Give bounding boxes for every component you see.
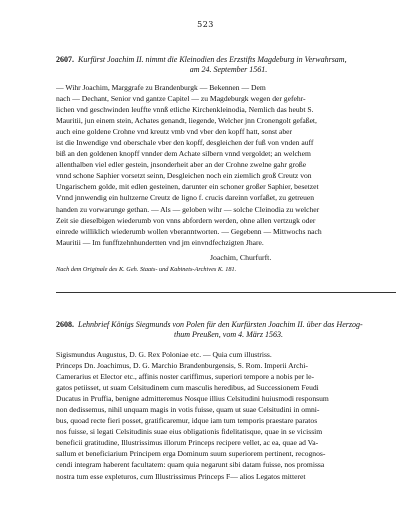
document-2608-number: 2608.	[56, 320, 74, 329]
body-line: beneficii gratitudine, Illustrissimus illorum Princeps recipere vellet, ac ea, quae ad Va-	[56, 438, 319, 448]
body-line: einrede williklich wiederumb wollen vberanntworten. — Gegebenn — Mittwochs nach	[56, 226, 322, 236]
document-2608-heading-line1: Lehnbrief Königs Siegmunds von Polen für den Kurfürsten Joachim II. über das Herzog-	[78, 320, 363, 329]
body-line: Ducatus in Pruffia, benigne admitteremus Nosque illius Celsitudini huiusmodi responsum	[56, 394, 329, 404]
body-line: handen zu vorwarunge gethan. — Als — geloben wihr — solche Cleinodia zu welcher	[56, 204, 320, 214]
body-line: nos fuisse, si legati Celsitudinis suae eius obligationis fidelitatisque, quae in se vicissim	[56, 427, 323, 437]
body-line: non dedissemus, nihil unquam magis in votis fuisse, quam ut suae Celsitudini in omni-	[56, 405, 320, 415]
body-line: sallum et beneficiarium Principem erga Dominum suum superiorem pertinent, recognos-	[56, 449, 326, 459]
document-2607-heading	[56, 55, 401, 74]
body-line: biß an den goldenen knopff vnnder dem Achate silbern vnnd vergoldet; an welchem	[56, 149, 311, 159]
body-line: lichen vnd geschwinden leuffte vnnß etliche Kirchenkleinodia, Nemlich das heubt S.	[56, 105, 314, 115]
section-divider	[56, 292, 396, 293]
body-line: Princeps Dn. Joachimus, D. G. Marchio Brandenburgensis, S. Rom. Imperii Archi-	[56, 361, 308, 371]
body-line: nostra tum esse expleturos, cum Illustrissimus Princeps F— alios Legatos mitteret	[56, 471, 306, 481]
document-2608-body	[56, 349, 396, 482]
source-note: Nach dem Originale des K. Geh. Staats- und Kabinets-Archives K. 181.	[56, 266, 237, 273]
body-line: Mauritii, jun einem stein, Achates genandt, liegende, Welcher jnn Cronengolt gefaßet,	[56, 116, 317, 126]
body-line: Vnnd jnnwendig ein hultzerne Creutz de ligno f. crucis dareinn vorfaßet, zu getreuen	[56, 193, 315, 203]
body-line: bus, quoad recte fieri posset, gratificaremur, idque iam tum temporis praestare paratos	[56, 416, 318, 426]
body-line: ist die Inwendige vnd oberschale vber den kopff, desgleichen der fuß von vnden auff	[56, 138, 314, 148]
document-2607-body	[56, 82, 396, 248]
document-2607-heading-line2: am 24. September 1561.	[189, 64, 268, 74]
body-line: — Wihr Joachim, Marggrafe zu Brandenburgk — Bekennen — Dem	[56, 83, 266, 92]
body-line: Zeit sie dieselbigen wiederumb von vnns abfordern werden, ohne allen vertzugk oder	[56, 215, 316, 225]
signature: Joachim, Churfurft.	[210, 253, 272, 262]
document-2608-heading	[56, 320, 401, 339]
body-line: Ungarischem golde, mit edlen gesteinen, darunter ein schoner großer Saphier, besetzet	[56, 182, 319, 192]
body-line: nach — Dechant, Senior vnd gantze Capitel — zu Magdeburgk wegen der gefehr-	[56, 94, 306, 104]
body-line: vnnd schone Saphier vorsetzt seinn, Desgleichen noch ein ziemlich groß Creutz von	[56, 171, 312, 181]
document-2608-heading-line2: thum Preußen, vom 4. März 1563.	[173, 329, 284, 339]
document-2607-number: 2607.	[56, 55, 74, 64]
page-number: 523	[197, 20, 214, 29]
body-line: Mauritii — Im funfftzehnhundertten vnd jm einvndfechzigten Jhare.	[56, 237, 264, 247]
body-line: gatos petiisset, ut suam Celsitudinem cum masculis heredibus, ad Successionem Feudi	[56, 383, 319, 393]
body-line: auch eine goldene Crohne vnd kreutz vmb vnd vber den kopff hatt, sonst aber	[56, 127, 293, 137]
body-line: cendi integram haberent facultatem: quam quia negarunt sibi datam fuisse, nos promissa	[56, 460, 325, 470]
body-line: Sigismundus Augustus, D. G. Rex Poloniae etc. — Quia cum illustriss.	[56, 350, 272, 359]
body-line: allenthalben viel edler gestein, jnsonderheit aber an der Crohne zwelne gahr große	[56, 160, 307, 170]
body-line: Camerarius et Elector etc., affinis noster cariffimus, superiori tempore a nobis per le-	[56, 372, 315, 382]
document-2607-heading-line1: Kurfürst Joachim II. nimmt die Kleinodien des Erzstifts Magdeburg in Verwahrsam,	[78, 55, 347, 64]
